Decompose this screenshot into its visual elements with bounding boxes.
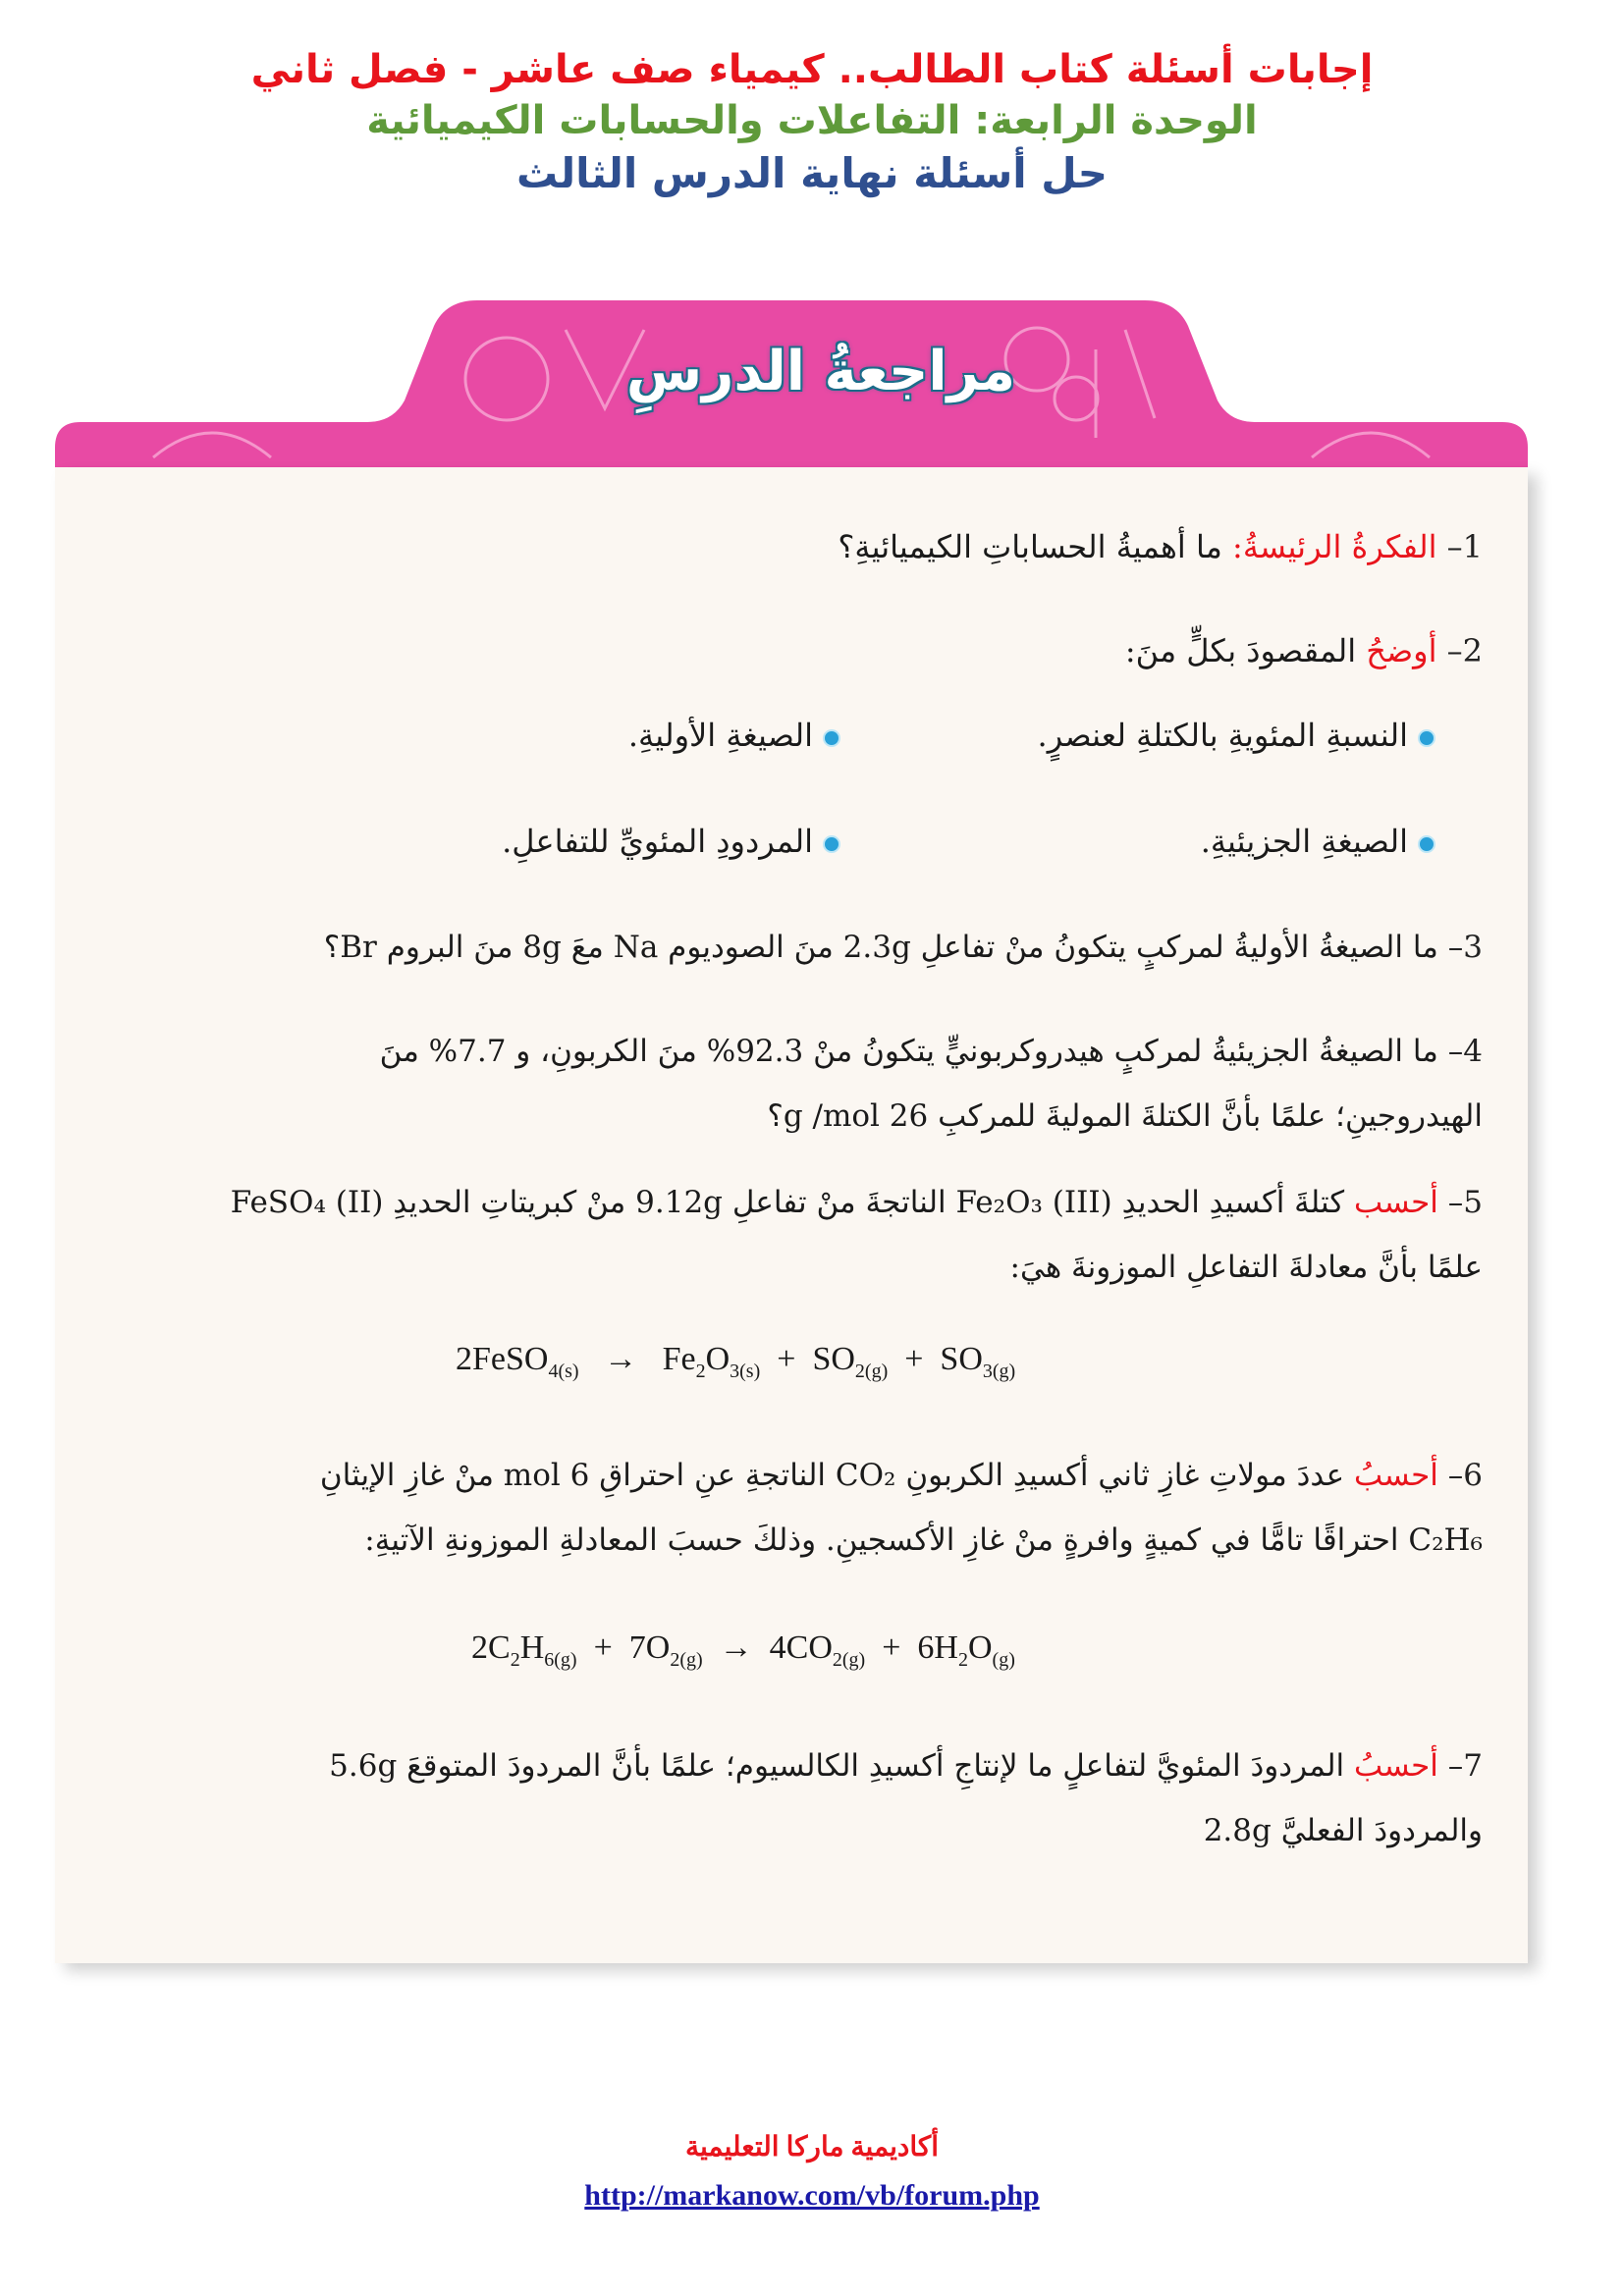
list-item: الصيغةِ الأوليةِ.	[330, 703, 840, 768]
question-4: 4– ما الصيغةُ الجزيئيةُ لمركبٍ هيدروكربونيٍّ يتكونُ منْ 92.3% منَ الكربونِ، و 7.7% منَ الهيدروجينِ؛ علمًا بأنَّ الكتلةَ الموليةَ للمركبِ 26 g /mol؟	[379, 1034, 1483, 1134]
question-keyword: أوضحُ	[1366, 632, 1437, 669]
question-2: 2– أوضحُ المقصودَ بكلٍّ منَ:	[1124, 632, 1483, 669]
bullet-icon	[823, 835, 840, 853]
equation-1: 2FeSO$_{4(s)}$ → $Fe_2O_{3(s)} + SO_{2(g)} + SO_{3(g)}$	[456, 1341, 1016, 1382]
list-item: النسبةِ المئويةِ بالكتلةِ لعنصرٍ.	[925, 703, 1435, 768]
question-text: المقصودَ بكلٍّ منَ:	[1124, 632, 1357, 669]
lesson-title: حل أسئلة نهاية الدرس الثالث	[515, 149, 1109, 197]
lesson-review-panel	[55, 291, 1528, 1963]
footer-org: أكاديمية ماركا التعليمية	[684, 2132, 940, 2163]
unit-title: الوحدة الرابعة: التفاعلات والحسابات الكيميائية	[366, 98, 1258, 143]
question-text: ما أهميةُ الحساباتِ الكيميائيةِ؟	[838, 528, 1222, 565]
panel-title: مراجعةُ الدرسِ	[625, 340, 1016, 403]
list-item: الصيغةِ الجزيئيةِ.	[925, 809, 1435, 874]
question-5: 5– أحسب كتلةَ أكسيدِ الحديدِ (III) Fe₂O₃ الناتجةَ منْ تفاعلِ 9.12g منْ كبريتاتِ الحديدِ (II) FeSO₄ علمًا بأنَّ معادلةَ التفاعلِ الموزونةَ هيَ:	[230, 1185, 1483, 1285]
page-title: إجابات أسئلة كتاب الطالب.. كيمياء صف عاشر - فصل ثاني	[250, 47, 1374, 92]
bullet-icon	[1418, 729, 1435, 747]
question-6: 6– أحسبُ عددَ مولاتِ غازِ ثاني أكسيدِ الكربونِ CO₂ الناتجةِ عنِ احتراقِ 6 mol منْ غازِ الإيثانِ C₂H₆ احتراقًا تامًّا في كميةٍ وافرةٍ منْ غازِ الأكسجينِ. وذلكَ حسبَ المعادلةِ الموزونةِ الآتيةِ:	[319, 1458, 1483, 1558]
bullet-icon	[1418, 835, 1435, 853]
forum-link[interactable]: http://markanow.com/vb/forum.php	[584, 2179, 1040, 2212]
page-header	[0, 39, 1624, 204]
equation-2: $2C_2H_{6(g)} + 7O_{2(g)} \to 4CO_{2(g)} + 6H_2O_{(g)}$	[471, 1629, 1015, 1671]
question-keyword: أحسب	[1354, 1185, 1438, 1220]
question-7: 7– أحسبُ المردودَ المئويَّ لتفاعلٍ ما لإنتاجِ أكسيدِ الكالسيوم؛ علمًا بأنَّ المردودَ المتوقعَ 5.6g والمردودَ الفعليَّ 2.8g	[329, 1748, 1483, 1848]
list-item: المردودِ المئويِّ للتفاعلِ.	[330, 809, 840, 874]
bullet-icon	[823, 729, 840, 747]
question-text: ما الصيغةُ الأوليةُ لمركبٍ يتكونُ منْ تفاعلِ 2.3g منَ الصوديوم Na معَ 8g منَ البروم Br؟	[323, 930, 1438, 965]
footer-link-wrap	[0, 2179, 1624, 2213]
question-keyword: أحسبُ	[1354, 1748, 1438, 1784]
question-1: 1– الفكرةُ الرئيسةُ: ما أهميةُ الحساباتِ الكيميائيةِ؟	[838, 528, 1483, 565]
question-keyword: الفكرةُ الرئيسةُ:	[1232, 528, 1437, 565]
question-3: 3– ما الصيغةُ الأوليةُ لمركبٍ يتكونُ منْ تفاعلِ 2.3g منَ الصوديوم Na معَ 8g منَ البروم Br؟	[323, 930, 1483, 965]
question-keyword: أحسبُ	[1354, 1458, 1438, 1493]
